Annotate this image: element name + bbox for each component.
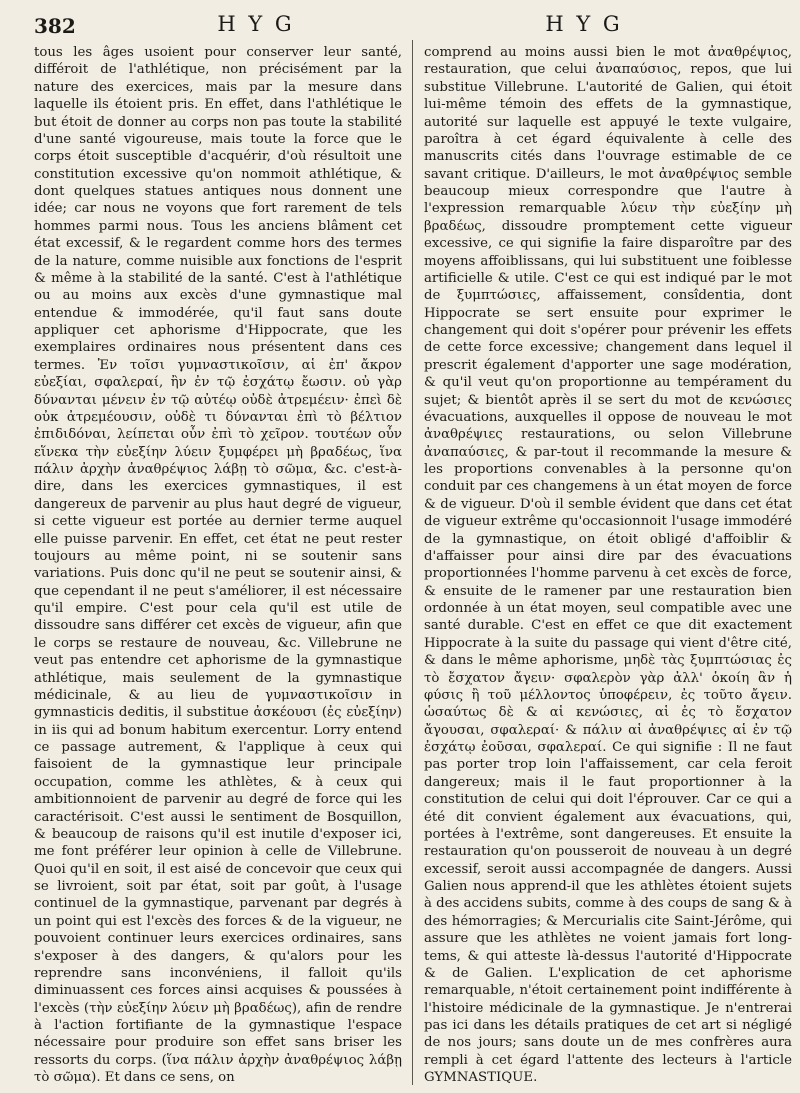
left-column-text: tous les âges usoient pour conserver leur santé, différoit de l'athlétique, non précisément par la nature des exercices, mais par la mesure dans laquelle ils étoient pris. En effet, dans l'athlétique le but étoit de donner au corps non pas toute la stabilité d'une santé vigoureuse, mais toute la force que le corps étoit susceptible d'acquérir, d'où résultoit une constitution excessive qu'on nommoit athlétique, & dont quelques statues antiques nous donnent une idée; car nous ne voyons que fort rarement de tels hommes parmi nous. Tous les anciens blâment cet état excessif, & le regardent comme hors des termes de la nature, comme nuisible aux fonctions de l'esprit & même à la stabilité de la santé. C'est à l'athlétique ou au moins aux excès d'une gymnastique mal entendue & immodérée, qu'il faut sans doute appliquer cet aphorisme d'Hippocrate, que les exemplaires ordinaires nous présentent dans ces termes. Ἐν τοῖσι γυμναστικοῖσιν, αἱ ἐπ' ἄκρον εὐεξίαι, σφαλεραί, ἢν ἐν τῷ ἐσχάτῳ ἔωσιν. οὐ γὰρ δύνανται μένειν ἐν τῷ αὐτέῳ οὐδὲ ἀτρεμέειν· ἐπεὶ δὲ οὐκ ἀτρεμέουσιν, οὐδὲ τι δύνανται ἐπὶ τὸ βέλτιον ἐπιδιδόναι, λείπεται οὖν ἐπὶ τὸ χεῖρον. τουτέων οὖν εἵνεκα τὴν εὐεξίην λύειν ξυμφέρει μὴ βραδέως, ἵνα πάλιν ἀρχὴν ἀναθρέψιος λάβῃ τὸ σῶμα, &c. c'est-à-dire, dans les exercices gymnastiques, il est dangereux de parvenir au plus haut degré de vigueur, si cette vigueur est portée au dernier terme auquel elle puisse parvenir. En effet, cet état ne peut rester toujours au même point, ni se soutenir sans variations. Puis donc qu'il ne peut se soutenir ainsi, & que cependant il ne peut s'améliorer, il est nécessaire qu'il empire. C'est pour cela qu'il est utile de dissoudre sans différer cet excès de vigueur, afin que le corps se restaure de nouveau, &c. Villebrune ne veut pas entendre cet aphorisme de la gymnastique athlétique, mais seulement de la gymnastique médicinale, & au lieu de γυμναστικοῖσιν in gymnasticis deditis, il substitue ἀσκέουσι (ἐς εὐεξίην) in iis qui ad bonum habitum exercentur. Lorry entend ce passage autrement, & l'applique à ceux qui faisoient de la gymnastique leur principale occupation, comme les athlètes, & à ceux qui ambitionnoient de parvenir au degré de force qui les caractérisoit. C'est aussi le sentiment de Bosquillon, & beaucoup de raisons qu'il est inutile d'exposer ici, me font préférer leur opinion à celle de Villebrune. Quoi qu'il en soit, il est aisé de concevoir que ceux qui se livroient, soit par état, soit par goût, à l'usage continuel de la gymnastique, parvenant par degrés à un point qui est l'excès des forces & de la vigueur, ne pouvoient continuer leurs exercices ordinaires, sans s'exposer à des dangers, & qu'alors pour les reprendre sans inconvéniens, il falloit qu'ils diminuassent ces forces ainsi acquises & poussées à l'excès (τὴν εὐεξίην λύειν μὴ βραδέως), afin de rendre à l'action fortifiante de la gymnastique l'espace nécessaire pour produire son effet sans briser les ressorts du corps. (ἵνα πάλιν ἀρχὴν ἀναθρέψιος λάβῃ τὸ σῶμα). Et dans ce sens, on <box>34 45 402 1086</box>
right-column <box>424 44 792 1087</box>
left-column <box>34 44 402 1087</box>
page-number: 382 <box>34 14 76 38</box>
column-divider <box>412 40 413 1085</box>
running-head-left: H Y G <box>217 12 295 36</box>
right-column-text: comprend au moins aussi bien le mot ἀναθρέψιος, restauration, que celui ἀναπαύσιος, repos, que lui substitue Villebrune. L'autorité de Galien, qui étoit lui-même témoin des effets de la gymnastique, autorité sur laquelle est appuyé le texte vulgaire, paroîtra à cet égard équivalente à celle des manuscrits cités dans l'ouvrage estimable de ce savant critique. D'ailleurs, le mot ἀναθρέψιος semble beaucoup mieux correspondre que l'autre à l'expression remarquable λύειν τὴν εὐεξίην μὴ βραδέως, dissoudre promptement cette vigueur excessive, ce qui signifie la faire disparoître par des moyens affoiblissans, qui lui substituent une foiblesse artificielle & utile. C'est ce qui est indiqué par le mot de ξυμπτώσιες, affaissement, consîdentia, dont Hippocrate se sert ensuite pour exprimer le changement qui doit s'opérer pour prévenir les effets de cette force excessive; changement dans lequel il prescrit également d'apporter une sage modération, & qu'il veut qu'on proportionne au tempérament du sujet; & bientôt après il se sert du mot de κενώσιες évacuations, auxquelles il oppose de nouveau le mot ἀναθρέψιες restaurations, ou selon Villebrune ἀναπαύσιες, & par-tout il recommande la mesure & les proportions convenables à la personne qu'on conduit par ces changemens à un état moyen de force & de vigueur. D'où il semble évident que dans cet état de vigueur extrême qu'occasionnoit l'usage immodéré de la gymnastique, on étoit obligé d'affoiblir & d'affaisser pour ainsi dire par des évacuations proportionnées l'homme parvenu à cet excès de force, & ensuite de le ramener par une restauration bien ordonnée à un état moyen, seul compatible avec une santé durable. C'est en effet ce que dit exactement Hippocrate à la suite du passage qui vient d'être cité, & dans le même aphorisme, μηδὲ τὰς ξυμπτώσιας ἐς τὸ ἔσχατον ἄγειν· σφαλερὸν γὰρ ἀλλ' ὁκοίη ἂν ἡ φύσις ἢ τοῦ μέλλοντος ὑποφέρειν, ἐς τοῦτο ἄγειν. ὡσαύτως δὲ & αἱ κενώσιες, αἱ ἐς τὸ ἔσχατον ἄγουσαι, σφαλεραί· & πάλιν αἱ ἀναθρέψιες αἱ ἐν τῷ ἐσχάτῳ ἐοῦσαι, σφαλεραί. Ce qui signifie : Il ne faut pas porter trop loin l'affaissement, car cela feroit dangereux; mais il le faut proportionner à la constitution de celui qui doit l'éprouver. Car ce qui a été dit convient également aux évacuations, qui, portées à l'extrême, sont dangereuses. Et ensuite la restauration qu'on pousseroit de nouveau à un degré excessif, seroit aussi accompagnée de dangers. Aussi Galien nous apprend-il que les athlètes étoient sujets à des accidens subits, comme à des coups de sang & à des hémorragies; & Mercurialis cite Saint-Jérôme, qui assure que les athlètes ne voient jamais fort long-tems, & qui atteste là-dessus l'autorité d'Hippocrate & de Galien. L'explication de cet aphorisme remarquable, n'étoit certainement point indifférente à l'histoire médicinale de la gymnastique. Je n'entrerai pas ici dans les détails pratiques de cet art si négligé de nos jours; sans doute un de mes confrères aura rempli à cet égard l'attente des lecteurs à l'article GYMNASTIQUE. <box>424 45 793 1086</box>
running-head-right: H Y G <box>545 12 623 36</box>
